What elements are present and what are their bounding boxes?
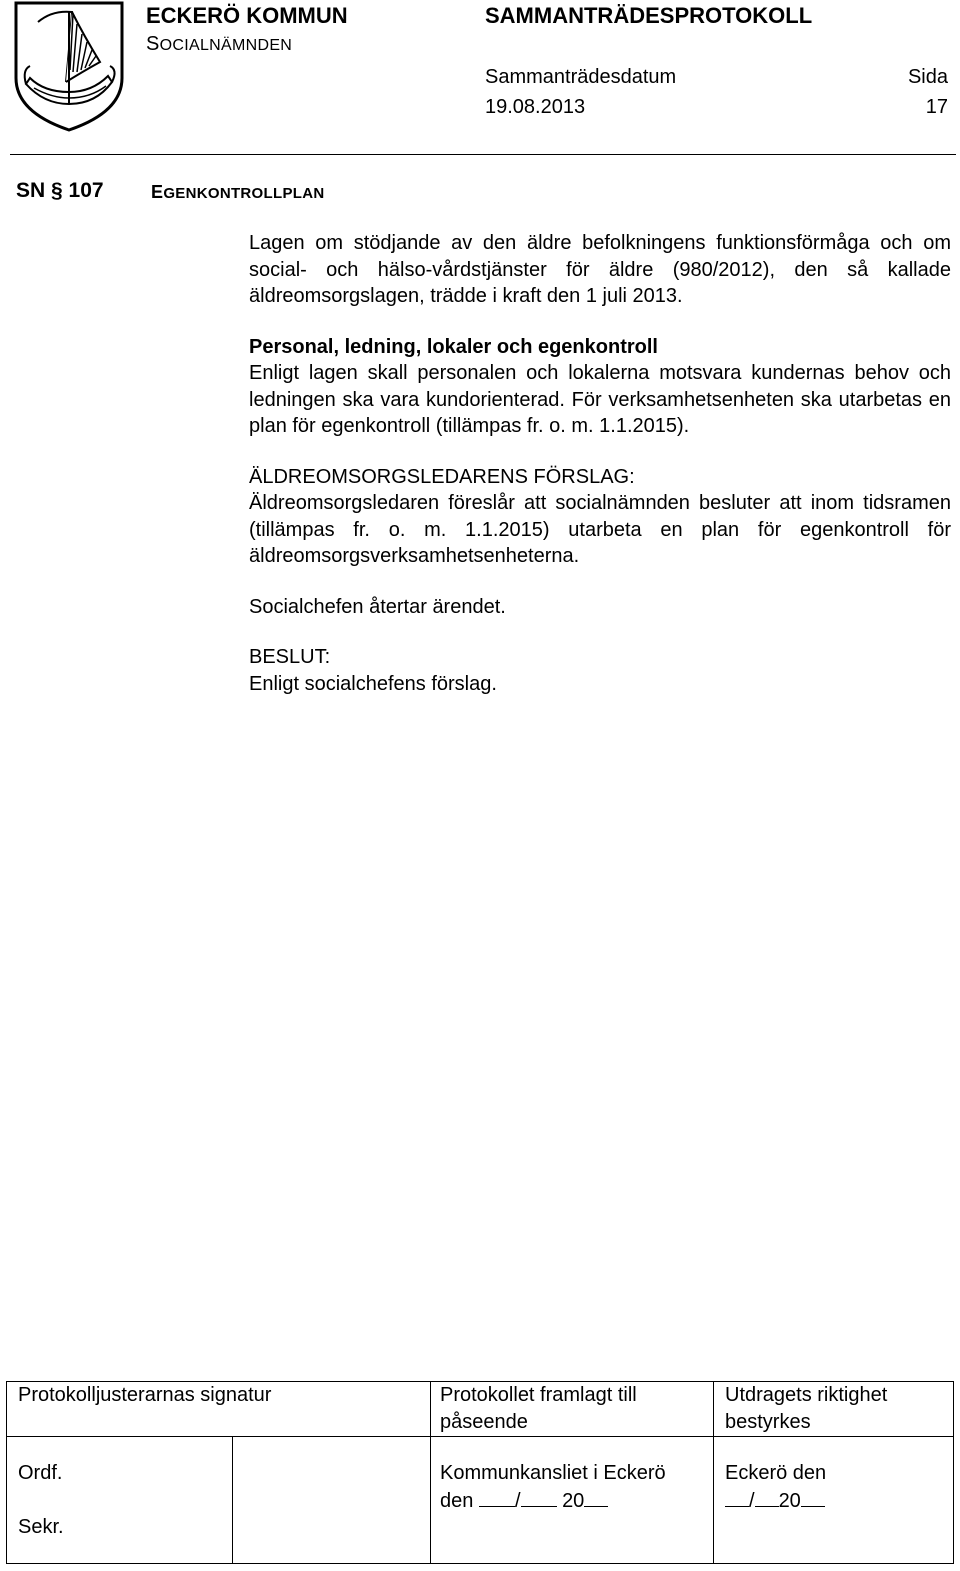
meeting-date: 19.08.2013 <box>485 96 586 118</box>
section-title <box>151 182 324 203</box>
department-name <box>146 33 292 56</box>
certification-slash: / <box>749 1490 755 1512</box>
posting-column-header <box>440 1382 637 1436</box>
posting-slash: / <box>514 1490 521 1512</box>
viking-ship-shield-icon <box>12 0 126 132</box>
certification-header-line1: Utdragets riktighet <box>725 1384 888 1406</box>
decision-text: Enligt socialchefens förslag. <box>249 672 497 695</box>
section-title-initial: E <box>151 182 164 202</box>
header-divider <box>10 154 956 155</box>
page-label: Sida <box>907 66 948 88</box>
proposal-paragraph <box>249 464 951 570</box>
staff-paragraph <box>249 334 951 440</box>
department-rest: OCIALNÄMNDEN <box>159 37 293 54</box>
municipality-name: ECKERÖ KOMMUN <box>146 3 348 28</box>
signature-column-header: Protokolljusterarnas signatur <box>18 1384 272 1406</box>
secretary-signature-label: Sekr. <box>18 1516 64 1538</box>
posting-location: Kommunkansliet i Eckerö <box>440 1462 666 1484</box>
posting-den: den <box>440 1490 474 1512</box>
municipal-coat-of-arms-logo <box>12 0 126 132</box>
certification-location: Eckerö den <box>725 1462 827 1484</box>
posting-header-line2: påseende <box>440 1411 528 1433</box>
certification-year: 20 <box>778 1490 801 1512</box>
document-body <box>249 230 951 721</box>
proposal-label: ÄLDREOMSORGSLEDARENS FÖRSLAG: <box>249 465 635 488</box>
chair-signature-label: Ordf. <box>18 1462 63 1484</box>
intro-paragraph: Lagen om stödjande av den äldre befolkningens funktionsförmåga och om social- och hälso-vårdstjänster för äldre (980/2012), den så kallade äldreomsorgslagen, trädde i kraft den 1 juli 2013. <box>249 232 951 307</box>
certification-header-line2: bestyrkes <box>725 1411 811 1433</box>
subheading: Personal, ledning, lokaler och egenkontroll <box>249 335 658 358</box>
section-number: SN § 107 <box>16 179 104 202</box>
staff-text: Enligt lagen skall personalen och lokalerna motsvara kundernas behov och ledningen ska vara kundorienterad. För verksamhetsenheten ska utarbetas en plan för egenkontroll (tillämpas fr. o. m. 1.1.2015). <box>249 362 951 437</box>
section-title-rest: GENKONTROLLPLAN <box>163 185 325 202</box>
note-paragraph: Socialchefen återtar ärendet. <box>249 595 506 618</box>
posting-header-line1: Protokollet framlagt till <box>440 1384 637 1406</box>
page-number: 17 <box>925 96 948 118</box>
decision-paragraph <box>249 644 951 697</box>
posting-year: 20 <box>562 1490 585 1512</box>
department-initial: S <box>146 33 160 55</box>
decision-label: BESLUT: <box>249 646 331 668</box>
document-type: SAMMANTRÄDESPROTOKOLL <box>485 3 813 28</box>
proposal-text: Äldreomsorgsledaren föreslår att socialnämnden besluter att inom tidsramen (tillämpas fr. o. m. 1.1.2015) utarbeta en plan för egenkontroll för äldreomsorgsverksamhetsenheterna. <box>249 492 951 567</box>
signature-table <box>6 1381 954 1564</box>
posting-date-line <box>440 1487 608 1515</box>
certification-column-header <box>725 1382 887 1436</box>
certification-date-line <box>725 1487 825 1515</box>
meeting-date-label: Sammanträdesdatum <box>485 66 677 88</box>
